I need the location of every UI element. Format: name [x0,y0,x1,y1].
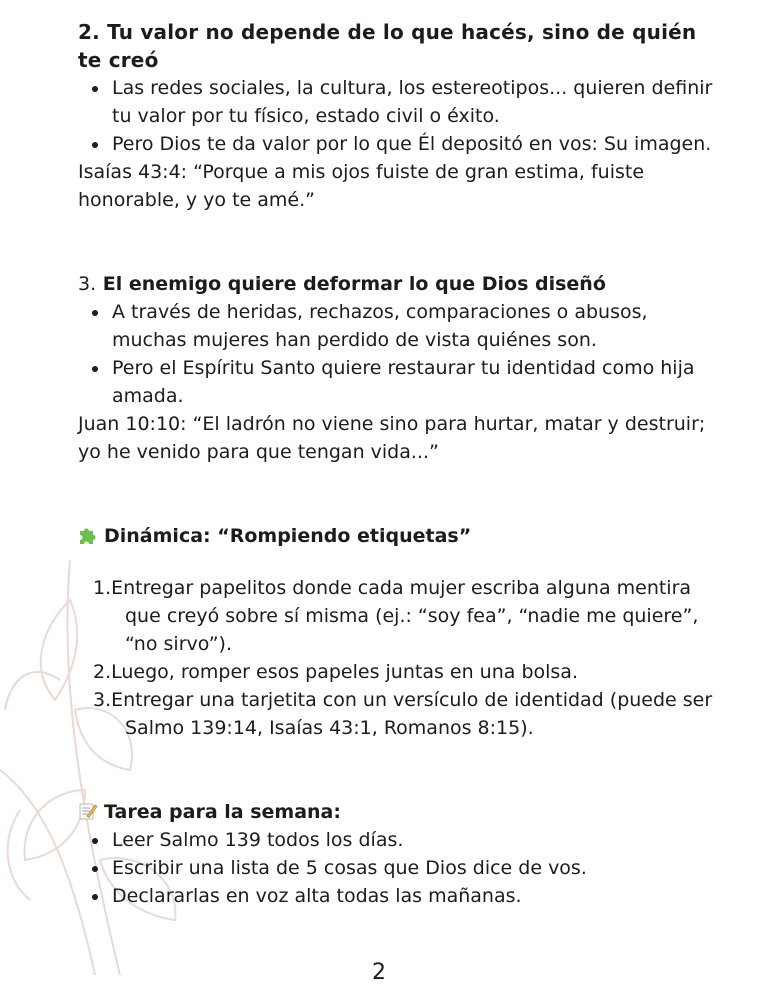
tarea-heading [78,798,718,826]
memo-icon [78,801,98,821]
list-item: Pero el Espíritu Santo quiere restaurar tu identidad como hija amada. [112,354,718,410]
section-2-heading: 2. Tu valor no depende de lo que hacés, sino de quién te creó [78,20,697,72]
section-3-title: El enemigo quiere deformar lo que Dios diseñó [96,273,606,295]
section-2 [78,18,718,214]
list-item: Leer Salmo 139 todos los días. [112,826,718,854]
list-item: Escribir una lista de 5 cosas que Dios dice de vos. [112,854,718,882]
list-item: 2.Luego, romper esos papeles juntas en una bolsa. [93,661,578,683]
page-number: 2 [372,960,386,985]
list-item: A través de heridas, rechazos, comparaciones o abusos, muchas mujeres han perdido de vista quiénes son. [112,298,718,354]
main-content [78,18,718,910]
list-item: Pero Dios te da valor por lo que Él depositó en vos: Su imagen. [112,130,718,158]
dinamica-step-list [78,574,718,742]
list-item: 3.Entregar una tarjetita con un versículo de identidad (puede ser Salmo 139:14, Isaías 43:1, Romanos 8:15). [93,689,713,739]
dinamica-heading [78,522,718,550]
section-3-heading [78,270,718,298]
list-item: 1.Entregar papelitos donde cada mujer escriba alguna mentira que creyó sobre sí misma (ej.: “soy fea”, “nadie me quiere”, “no sirvo”). [93,577,699,655]
tarea-section [78,798,718,910]
tarea-title: Tarea para la semana: [104,801,341,823]
tarea-bullet-list [78,826,718,910]
dinamica-section [78,522,718,742]
section-2-verse: Isaías 43:4: “Porque a mis ojos fuiste de gran estima, fuiste honorable, y yo te amé.” [78,161,645,211]
section-2-bullet-list [78,74,718,158]
list-item: Las redes sociales, la cultura, los estereotipos... quieren definir tu valor por tu físico, estado civil o éxito. [112,74,718,130]
section-3-verse: Juan 10:10: “El ladrón no viene sino para hurtar, matar y destruir; yo he venido para que tengan vida...” [78,413,706,463]
section-3-bullet-list [78,298,718,410]
section-3-number: 3. [78,273,97,295]
list-item: Declararlas en voz alta todas las mañanas. [112,882,718,910]
section-3 [78,270,718,466]
puzzle-piece-icon [78,525,98,545]
dinamica-title: Dinámica: “Rompiendo etiquetas” [104,525,472,547]
